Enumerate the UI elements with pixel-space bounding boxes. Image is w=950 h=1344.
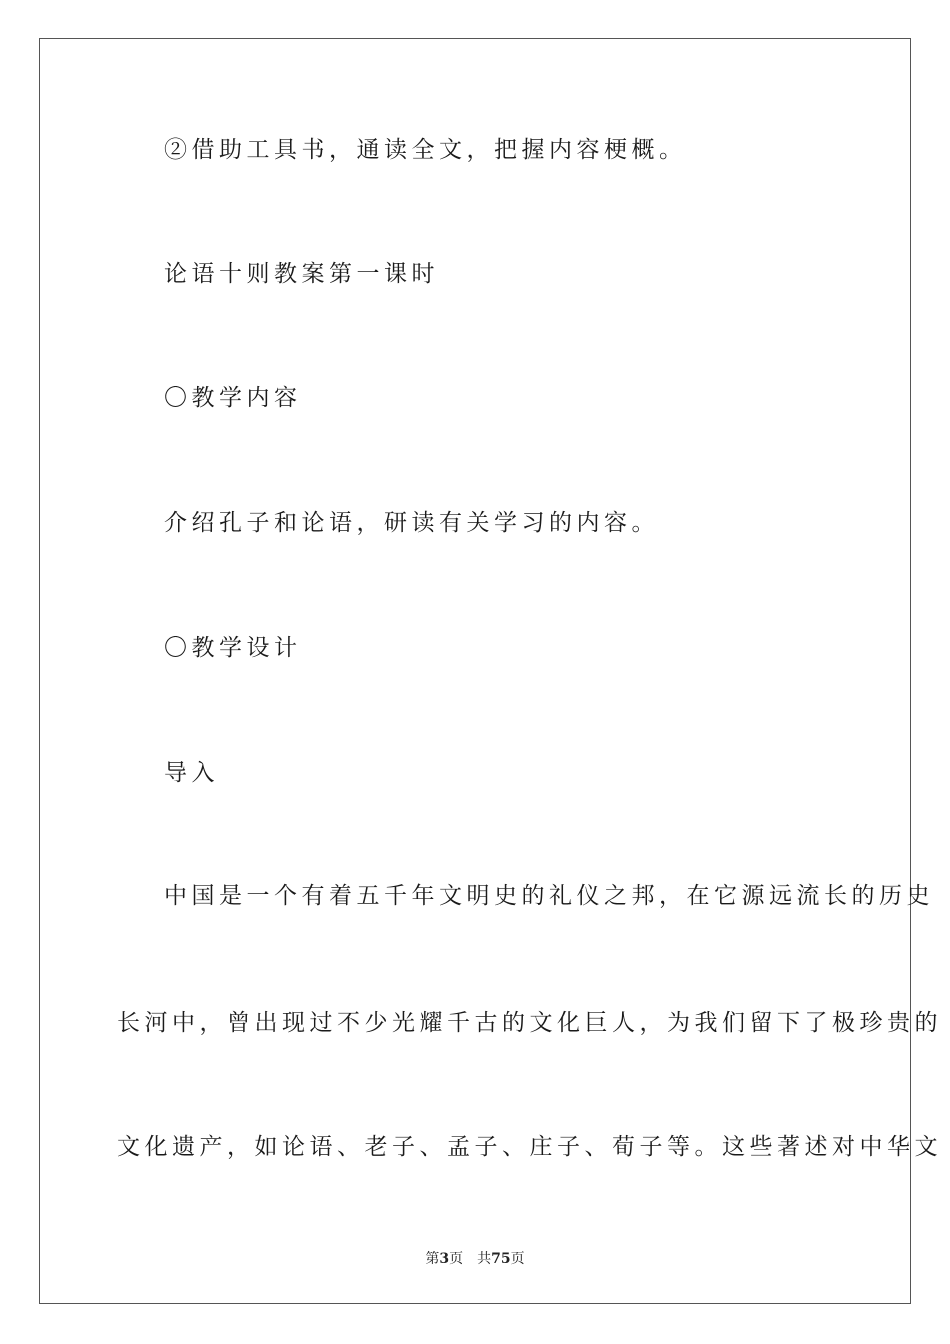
page-footer: [0, 1248, 950, 1268]
subheading-introduction: 导入: [164, 760, 219, 786]
paragraph-line-2: 长河中，曾出现过不少光耀千古的文化巨人，为我们留下了极珍贵的: [117, 1010, 942, 1036]
footer-total-suffix: 页: [510, 1251, 525, 1267]
footer-page-prefix: 第: [425, 1251, 440, 1267]
paragraph-line-1: 中国是一个有着五千年文明史的礼仪之邦，在它源远流长的历史: [164, 883, 934, 909]
footer-page-suffix: 页: [449, 1251, 464, 1267]
page-border: [39, 38, 911, 1304]
subheading-teaching-design: 〇教学设计: [164, 635, 302, 661]
body-line-step-2: ②借助工具书，通读全文，把握内容梗概。: [164, 137, 687, 163]
footer-total-prefix: 共: [477, 1251, 492, 1267]
section-heading-lesson: 论语十则教案第一课时: [164, 261, 439, 287]
subheading-teaching-content: 〇教学内容: [164, 385, 302, 411]
footer-total-pages: 75: [491, 1251, 511, 1267]
footer-page-number: 3: [439, 1251, 450, 1267]
paragraph-line-3: 文化遗产，如论语、老子、孟子、庄子、荀子等。这些著述对中华文: [117, 1134, 942, 1160]
body-line-content-summary: 介绍孔子和论语，研读有关学习的内容。: [164, 510, 659, 536]
